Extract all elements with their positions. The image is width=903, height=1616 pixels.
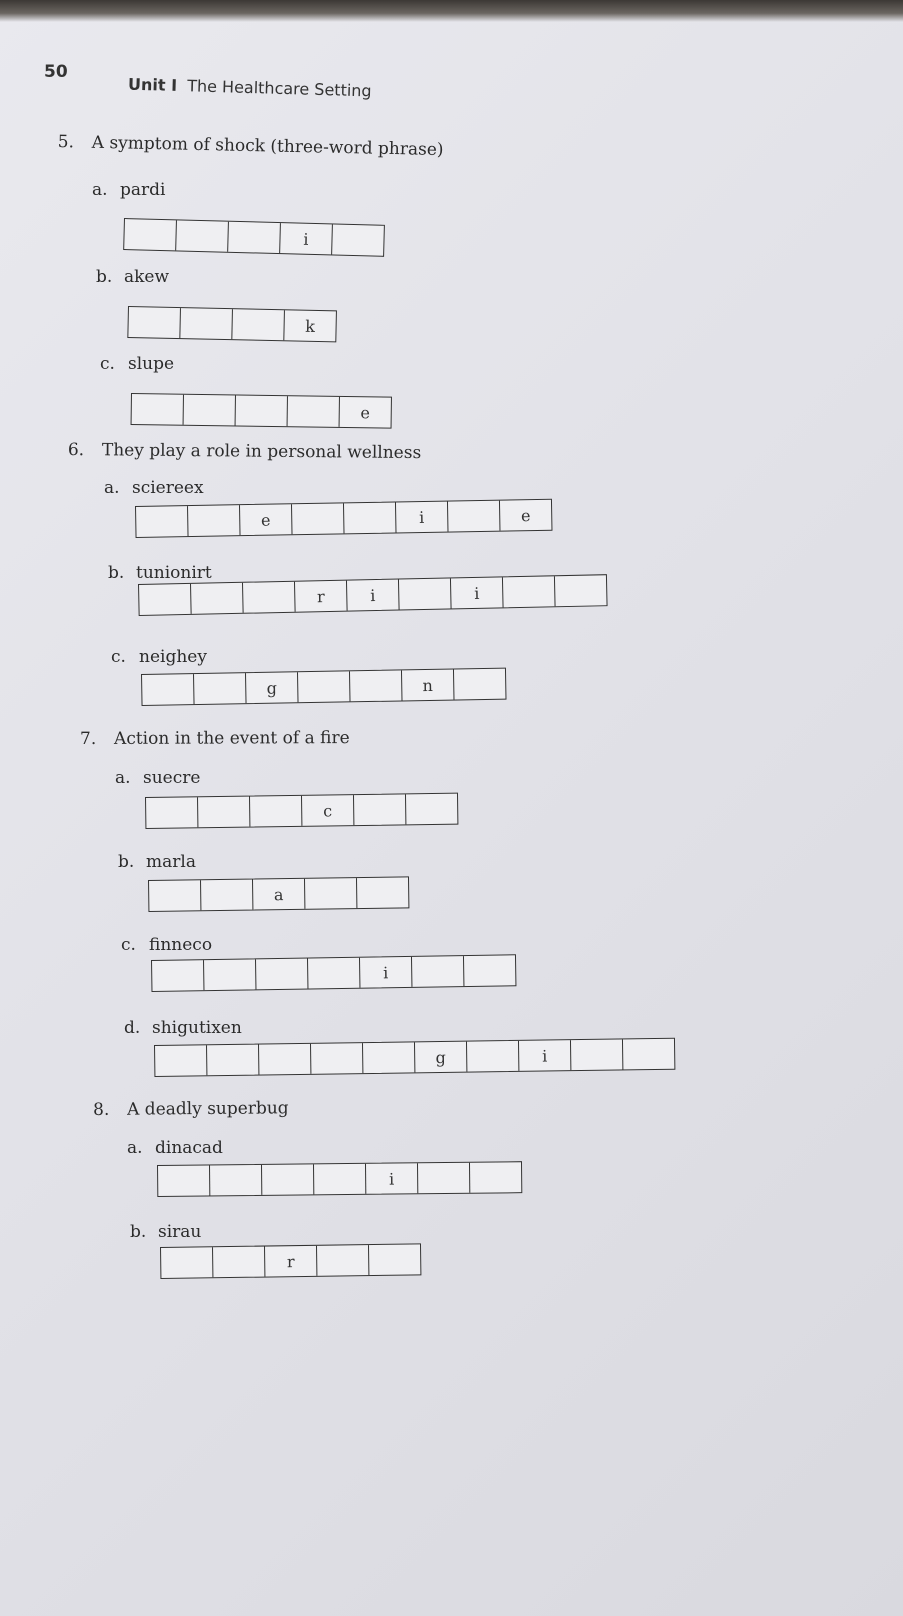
scrambled-word: pardi xyxy=(120,180,166,200)
letter-box[interactable]: r xyxy=(265,1246,317,1277)
answer-boxes xyxy=(141,668,507,706)
question-number: 8. xyxy=(93,1099,110,1120)
letter-box[interactable] xyxy=(454,669,506,700)
letter-box[interactable] xyxy=(210,1165,262,1196)
letter-box[interactable] xyxy=(236,395,288,426)
letter-box[interactable] xyxy=(184,395,236,426)
letter-box[interactable] xyxy=(623,1039,674,1070)
option-label xyxy=(124,1018,242,1038)
option-label xyxy=(108,563,212,583)
letter-box[interactable] xyxy=(292,503,345,534)
letter-box[interactable] xyxy=(305,878,357,909)
letter-box[interactable]: i xyxy=(280,223,333,254)
page-number: 50 xyxy=(44,62,68,82)
letter-box[interactable] xyxy=(369,1244,420,1275)
option-letter: b. xyxy=(96,267,113,287)
letter-box[interactable] xyxy=(204,959,256,990)
question-number: 5. xyxy=(57,132,75,153)
option-letter: b. xyxy=(118,852,135,872)
question-text: A symptom of shock (three-word phrase) xyxy=(91,132,444,161)
letter-box[interactable] xyxy=(213,1247,265,1278)
option-label xyxy=(127,1138,223,1158)
letter-box[interactable] xyxy=(198,797,250,828)
letter-box[interactable] xyxy=(288,396,340,427)
question-6 xyxy=(68,440,421,463)
letter-box[interactable] xyxy=(412,956,464,987)
option-letter: b. xyxy=(130,1222,147,1242)
letter-box[interactable] xyxy=(363,1042,415,1073)
letter-box[interactable] xyxy=(317,1245,369,1276)
running-head xyxy=(128,75,372,101)
letter-box[interactable] xyxy=(262,1164,314,1195)
question-8 xyxy=(93,1098,289,1120)
letter-box[interactable] xyxy=(250,796,302,827)
option-letter: d. xyxy=(124,1018,141,1038)
letter-box[interactable] xyxy=(124,219,177,250)
option-label xyxy=(111,647,207,667)
letter-box[interactable] xyxy=(146,797,198,828)
letter-box[interactable] xyxy=(344,502,397,533)
question-text: A deadly superbug xyxy=(126,1098,289,1120)
option-letter: a. xyxy=(104,478,120,498)
answer-boxes xyxy=(154,1038,675,1077)
letter-box[interactable] xyxy=(158,1165,210,1196)
letter-box[interactable] xyxy=(152,960,204,991)
answer-boxes xyxy=(157,1161,522,1197)
option-letter: a. xyxy=(92,180,108,200)
letter-box[interactable] xyxy=(308,958,360,989)
letter-box[interactable] xyxy=(418,1163,470,1194)
letter-box[interactable] xyxy=(243,582,296,613)
letter-box[interactable] xyxy=(555,575,607,606)
letter-box[interactable]: a xyxy=(253,879,305,910)
option-label xyxy=(130,1222,201,1242)
letter-box[interactable] xyxy=(256,959,308,990)
scrambled-word: neighey xyxy=(139,647,207,667)
letter-box[interactable] xyxy=(467,1041,519,1072)
answer-boxes xyxy=(123,218,385,257)
scrambled-word: marla xyxy=(146,852,196,872)
letter-box[interactable]: i xyxy=(451,577,504,608)
letter-box[interactable]: e xyxy=(240,504,293,535)
letter-box[interactable]: n xyxy=(402,670,455,701)
letter-box[interactable]: i xyxy=(519,1040,571,1071)
answer-boxes xyxy=(160,1243,421,1279)
question-number: 7. xyxy=(80,728,97,749)
letter-box[interactable] xyxy=(470,1162,521,1193)
letter-box[interactable] xyxy=(448,501,501,532)
question-text: Action in the event of a fire xyxy=(113,728,350,749)
scrambled-word: sirau xyxy=(158,1222,202,1242)
letter-box[interactable] xyxy=(350,670,403,701)
letter-box[interactable] xyxy=(399,578,452,609)
scrambled-word: finneco xyxy=(149,935,213,955)
letter-box[interactable] xyxy=(180,308,233,339)
option-label xyxy=(104,478,204,498)
letter-box[interactable]: g xyxy=(415,1042,467,1073)
answer-boxes xyxy=(151,954,516,992)
letter-box[interactable]: g xyxy=(246,672,299,703)
letter-box[interactable]: k xyxy=(305,316,316,336)
letter-box[interactable]: r xyxy=(295,581,348,612)
option-letter: c. xyxy=(121,935,136,955)
letter-box[interactable] xyxy=(194,673,247,704)
option-letter: a. xyxy=(127,1138,143,1158)
answer-boxes xyxy=(148,876,409,912)
scrambled-word: akew xyxy=(124,267,170,287)
letter-box[interactable]: c xyxy=(302,795,354,826)
letter-box[interactable] xyxy=(406,794,457,825)
answer-boxes xyxy=(127,306,337,342)
option-label xyxy=(100,354,174,374)
question-5 xyxy=(58,132,444,160)
letter-box[interactable] xyxy=(259,1044,311,1075)
option-label xyxy=(118,852,196,872)
page-top-edge-shadow xyxy=(0,0,903,22)
question-text: They play a role in personal wellness xyxy=(101,440,422,464)
answer-boxes xyxy=(131,393,392,429)
option-label xyxy=(96,267,169,287)
letter-box[interactable] xyxy=(139,584,192,615)
letter-box[interactable] xyxy=(142,674,195,705)
scrambled-word: sciereex xyxy=(132,478,204,498)
answer-boxes xyxy=(135,499,552,538)
letter-box[interactable] xyxy=(357,877,408,908)
letter-box[interactable] xyxy=(232,309,285,340)
option-label xyxy=(121,935,212,955)
letter-box[interactable]: i xyxy=(360,957,412,988)
letter-box[interactable]: i xyxy=(347,580,400,611)
scrambled-word: tunionirt xyxy=(136,563,212,583)
letter-box[interactable]: e xyxy=(520,505,531,525)
scrambled-word: slupe xyxy=(128,354,175,374)
letter-box[interactable] xyxy=(201,880,253,911)
unit-label: Unit I xyxy=(127,74,178,95)
scrambled-word: suecre xyxy=(143,768,201,788)
letter-box[interactable] xyxy=(571,1039,623,1070)
letter-box[interactable] xyxy=(191,583,244,614)
letter-box[interactable] xyxy=(503,576,556,607)
letter-box[interactable] xyxy=(332,224,384,255)
option-label xyxy=(92,180,165,200)
unit-title: The Healthcare Setting xyxy=(186,76,372,101)
answer-boxes xyxy=(145,793,458,829)
option-label xyxy=(115,768,200,788)
letter-box[interactable]: i xyxy=(396,502,449,533)
scrambled-word: shigutixen xyxy=(152,1018,242,1038)
letter-box[interactable] xyxy=(311,1043,363,1074)
letter-box[interactable] xyxy=(161,1247,213,1278)
letter-box[interactable] xyxy=(136,506,189,537)
letter-box[interactable] xyxy=(314,1164,366,1195)
letter-box[interactable] xyxy=(188,505,241,536)
letter-box[interactable] xyxy=(155,1045,207,1076)
option-letter: c. xyxy=(100,354,115,374)
letter-box[interactable] xyxy=(354,794,406,825)
option-letter: a. xyxy=(115,768,131,788)
question-7 xyxy=(80,728,350,749)
letter-box[interactable] xyxy=(464,955,515,986)
option-letter: c. xyxy=(111,647,126,667)
letter-box[interactable] xyxy=(176,220,229,251)
letter-box[interactable] xyxy=(207,1045,259,1076)
option-letter: b. xyxy=(108,563,125,583)
letter-box[interactable] xyxy=(298,671,351,702)
letter-box[interactable] xyxy=(132,394,184,425)
letter-box[interactable] xyxy=(149,880,201,911)
letter-box[interactable] xyxy=(128,307,181,338)
letter-box[interactable]: i xyxy=(366,1163,418,1194)
letter-box[interactable] xyxy=(228,222,281,253)
scrambled-word: dinacad xyxy=(155,1138,223,1158)
question-number: 6. xyxy=(67,440,85,461)
letter-box[interactable]: e xyxy=(360,402,371,422)
